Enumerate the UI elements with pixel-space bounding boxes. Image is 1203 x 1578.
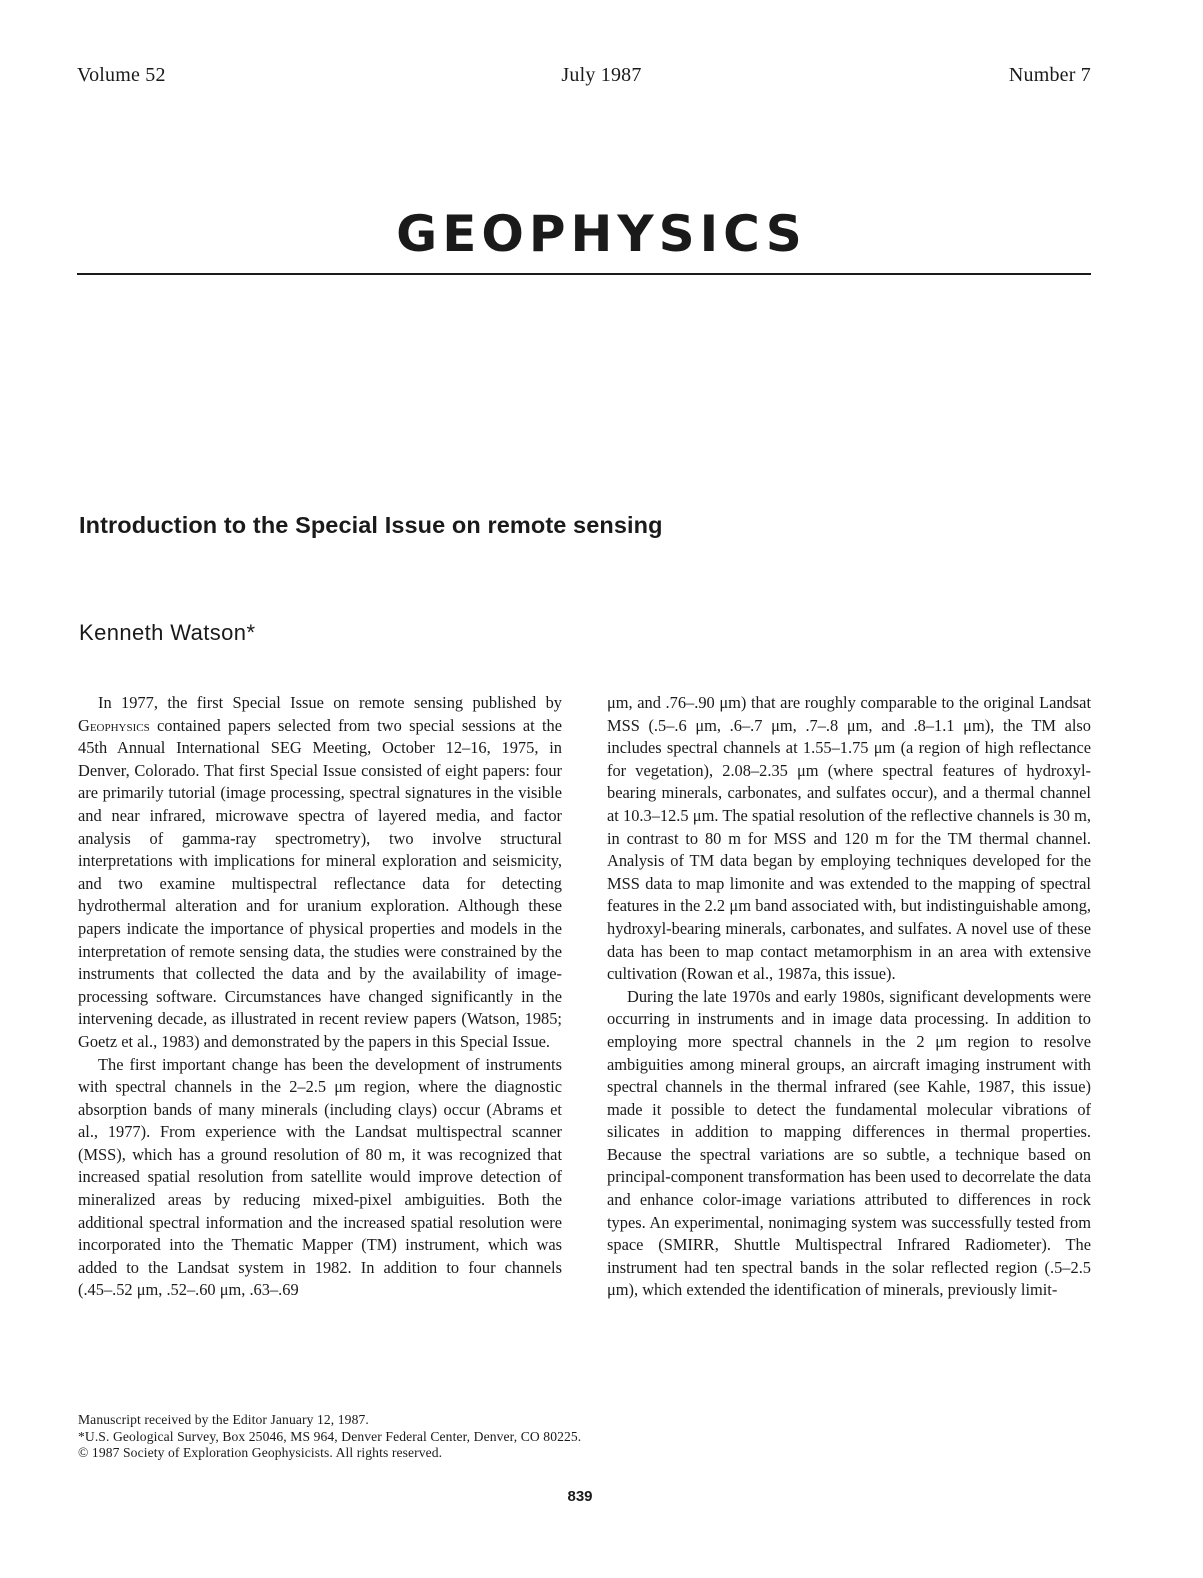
issue-date: July 1987: [561, 64, 642, 86]
paragraph: The first important change has been the development of instruments with spectral channels in the 2–2.5 μm region, where the diagnostic absorption bands of many minerals (including clays) occur (Abrams et al., 1977). From experience with the Landsat multispectral scanner (MSS), which has a ground resolution of 80 m, it was recognized that increased spatial resolution from satellite would improve detection of mineralized areas by reducing mixed-pixel ambiguities. Both the additional spectral information and the increased spatial resolution were incorporated into the Thematic Mapper (TM) instrument, which was added to the Landsat system in 1982. In addition to four channels (.45–.52 μm, .52–.60 μm, .63–.69: [78, 1054, 562, 1300]
footnote-received: Manuscript received by the Editor January 12, 1987.: [78, 1412, 369, 1427]
footnote-affiliation: *U.S. Geological Survey, Box 25046, MS 964, Denver Federal Center, Denver, CO 80225.: [78, 1428, 582, 1444]
page-number: 839: [567, 1488, 593, 1505]
paragraph: μm, and .76–.90 μm) that are roughly comparable to the original Landsat MSS (.5–.6 μm, .6–.7 μm, .7–.8 μm, and .8–1.1 μm), the TM also includes spectral channels at 1.55–1.75 μm (a region of high reflectance for vegetation), 2.08–2.35 μm (where spectral features of hydroxyl-bearing minerals, carbonates, and sulfates occur), and a thermal channel at 10.3–12.5 μm. The spatial resolution of the reflective channels is 30 m, in contrast to 80 m for MSS and 120 m for the TM thermal channel. Analysis of TM data began by employing techniques developed for the MSS data to map limonite and was extended to the mapping of spectral features in the 2.2 μm band associated with, but indistinguishable among, hydroxyl-bearing minerals, carbonates, and sulfates. A novel use of these data has been to map contact metamorphism in an area with extensive cultivation (Rowan et al., 1987a, this issue).: [607, 693, 1091, 984]
volume-label: Volume 52: [77, 64, 166, 86]
left-column: [78, 692, 562, 1302]
footnotes: [78, 1412, 581, 1462]
footnote-copyright: © 1987 Society of Exploration Geophysicists. All rights reserved.: [78, 1445, 443, 1460]
right-column: [607, 692, 1091, 1302]
journal-name-inline: Geophysics: [78, 715, 150, 735]
paragraph: During the late 1970s and early 1980s, significant developments were occurring in instruments and in image data processing. In addition to employing more spectral channels in the 2 μm region to resolve ambiguities among mineral groups, an aircraft imaging instrument with spectral channels in the thermal infrared (see Kahle, 1987, this issue) made it possible to detect the fundamental molecular vibrations of silicates in addition to mapping differences in thermal properties. Because the spectral variations are so subtle, a technique based on principal-component transformation has been used to decorrelate the data and enhance color-image variations attributed to differences in rock types. An experimental, nonimaging system was successfully tested from space (SMIRR, Shuttle Multispectral Infrared Radiometer). The instrument had ten spectral bands in the solar reflected region (.5–2.5 μm), which extended the identification of minerals, previously limit-: [607, 986, 1091, 1300]
issue-number: Number 7: [1008, 64, 1091, 86]
journal-title: GEOPHYSICS: [396, 205, 807, 263]
author-name: Kenneth Watson*: [79, 620, 256, 645]
title-rule: [77, 273, 1091, 275]
paragraph: [78, 692, 562, 1054]
paragraph-text: In 1977, the first Special Issue on remote sensing published by: [98, 693, 562, 712]
article-title: Introduction to the Special Issue on remote sensing: [79, 512, 663, 538]
paragraph-text: contained papers selected from two special sessions at the 45th Annual International SEG Meeting, October 12–16, 1975, in Denver, Colorado. That first Special Issue consisted of eight papers: four are primarily tutorial (image processing, spectral signatures in the visible and near infrared, microwave spectra of layered media, and factor analysis of gamma-ray spectrometry), two involve structural interpretations with implications for mineral exploration and seismicity, and two examine multispectral reflectance data for detecting hydrothermal alteration and for uranium exploration. Although these papers indicate the importance of physical properties and models in the interpretation of remote sensing data, the studies were constrained by the instruments that collected the data and by the availability of image-processing software. Circumstances have changed significantly in the intervening decade, as illustrated in recent review papers (Watson, 1985; Goetz et al., 1983) and demonstrated by the papers in this Special Issue.: [78, 715, 562, 1051]
